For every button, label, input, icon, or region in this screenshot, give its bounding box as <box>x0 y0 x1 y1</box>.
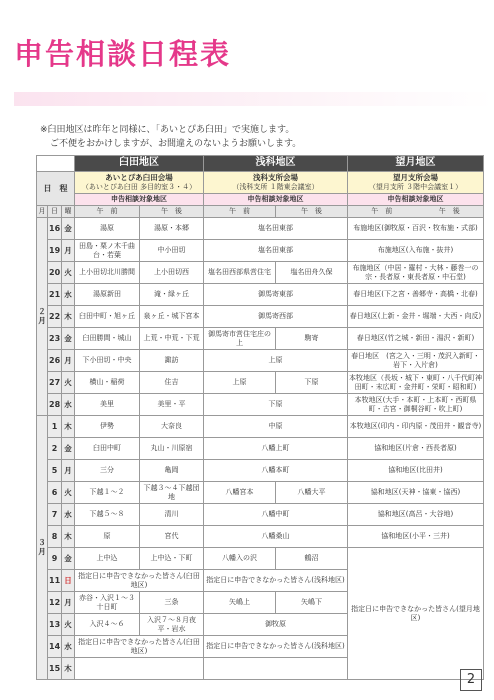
table-row <box>37 194 484 206</box>
mochizuki-cell: 協和地区(天神・協東・協西) <box>348 482 484 504</box>
usuda-pm-cell: 上中込・下町 <box>140 548 204 570</box>
day-cell: 6 <box>48 482 62 504</box>
am-header: 午 前 <box>371 207 393 216</box>
asashina-cell: 御馬寄東部 <box>204 284 348 306</box>
table-row <box>37 548 484 570</box>
usuda-am-cell: 上中込 <box>75 548 140 570</box>
mochizuki-ampm-header <box>348 206 484 218</box>
asashina-am-cell: 上原 <box>204 372 276 394</box>
weekday-cell: 水 <box>62 504 75 526</box>
schedule-label: 日 程 <box>37 172 75 206</box>
asashina-cell: 指定日に申告できなかった皆さん(浅科地区) <box>204 570 348 592</box>
weekday-cell: 火 <box>62 372 75 394</box>
day-cell: 8 <box>48 526 62 548</box>
usuda-am-cell: 臼田中町・旭ヶ丘 <box>75 306 140 328</box>
usuda-am-cell: 臼田勝間・城山 <box>75 328 140 350</box>
weekday-cell: 火 <box>62 262 75 284</box>
day-cell: 22 <box>48 306 62 328</box>
day-cell: 14 <box>48 636 62 658</box>
asashina-cell: 中原 <box>204 416 348 438</box>
asashina-pm-cell: 駒寄 <box>276 328 348 350</box>
asashina-am-cell: 矢嶋上 <box>204 592 276 614</box>
mochizuki-cell: 本牧地区(大手・本町・上本町・西町県町・古宮・御桐谷町・吹上町) <box>348 394 484 416</box>
title-band <box>14 92 494 106</box>
usuda-am-cell: 湯原新田 <box>75 284 140 306</box>
table-row <box>37 482 484 504</box>
asashina-cell: 塩名田東部 <box>204 218 348 240</box>
target-label-usuda: 申告相談対象地区 <box>75 194 204 206</box>
mochizuki-cell: 本牧地区(印内・印内原・茂田井・観音寺) <box>348 416 484 438</box>
usuda-pm-cell: 上荒・中荒・下荒 <box>140 328 204 350</box>
weekday-cell: 木 <box>62 306 75 328</box>
am-header: 午 前 <box>204 206 276 218</box>
table-row <box>37 262 484 284</box>
table-row <box>37 218 484 240</box>
schedule-body <box>37 156 484 680</box>
asashina-cell: 八幡本町 <box>204 460 348 482</box>
usuda-pm-cell: 下越３〜４下越団地 <box>140 482 204 504</box>
weekday-cell: 火 <box>62 482 75 504</box>
table-row <box>37 206 484 218</box>
month-header: 月 <box>37 206 48 218</box>
usuda-am-cell: 三分 <box>75 460 140 482</box>
mochizuki-cell: 布施地区（中居・羅村・大林・藤巻一の宗・長者原・東長者原・中石堂) <box>348 262 484 284</box>
asashina-cell: 指定日に申告できなかった皆さん(浅科地区) <box>204 636 348 658</box>
mochizuki-cell: 春日地区(上新・金井・堀端・大西・向反) <box>348 306 484 328</box>
venue-name: 浅科支所会場 <box>253 173 298 183</box>
usuda-am-cell: 下越１〜２ <box>75 482 140 504</box>
usuda-am-cell: 横山・稲荷 <box>75 372 140 394</box>
usuda-am-cell: 美里 <box>75 394 140 416</box>
asashina-pm-cell: 鶴沼 <box>276 548 348 570</box>
asashina-cell: 御牧原 <box>204 614 348 636</box>
mochizuki-cell: 布施地区(御牧原・百沢・牧布施・式部) <box>348 218 484 240</box>
table-row <box>37 172 484 194</box>
asashina-cell: 上原 <box>204 350 348 372</box>
venue-mochizuki <box>348 172 484 194</box>
district-usuda-header: 臼田地区 <box>75 156 204 172</box>
mochizuki-cell: 協和地区(高呂・大谷地) <box>348 504 484 526</box>
asashina-am-cell: 御馬寄市営住宅庄の上 <box>204 328 276 350</box>
usuda-pm-cell: 諏訪 <box>140 350 204 372</box>
usuda-am-cell: 上小田切北川勝間 <box>75 262 140 284</box>
asashina-cell: 八幡桑山 <box>204 526 348 548</box>
table-row <box>37 460 484 482</box>
district-mochizuki-header: 望月地区 <box>348 156 484 172</box>
schedule-table <box>36 155 484 680</box>
page-number: 2 <box>460 669 482 691</box>
usuda-cell: 指定日に申告できなかった皆さん(臼田地区) <box>75 570 204 592</box>
usuda-pm-cell: 滝・緑ヶ丘 <box>140 284 204 306</box>
table-row <box>37 328 484 350</box>
usuda-pm-cell: 亀岡 <box>140 460 204 482</box>
venue-room: （望月支所 ３階中会議室１） <box>368 182 463 191</box>
table-row <box>37 394 484 416</box>
asashina-pm-cell: 矢嶋下 <box>276 592 348 614</box>
day-cell: 12 <box>48 592 62 614</box>
mochizuki-late-cell: 指定日に申告できなかった皆さん(望月地区) <box>348 548 484 680</box>
table-row <box>37 350 484 372</box>
weekday-cell: 水 <box>62 284 75 306</box>
usuda-am-cell: 田島・栗ノ木千曲台・若葉 <box>75 240 140 262</box>
weekday-cell: 金 <box>62 328 75 350</box>
day-cell: 23 <box>48 328 62 350</box>
asashina-cell: 八幡中町 <box>204 504 348 526</box>
day-cell: 28 <box>48 394 62 416</box>
table-row <box>37 156 484 172</box>
day-cell: 7 <box>48 504 62 526</box>
mochizuki-cell: 春日地区(竹之城・新田・湯沢・新町) <box>348 328 484 350</box>
usuda-pm-cell: 湯原・本郷 <box>140 218 204 240</box>
asashina-pm-cell: 塩名田舟久保 <box>276 262 348 284</box>
usuda-am-cell: 赤谷・入沢１〜３十日町 <box>75 592 140 614</box>
district-asashina-header: 浅科地区 <box>204 156 348 172</box>
day-cell: 11 <box>48 570 62 592</box>
am-header: 午 前 <box>75 206 140 218</box>
notice <box>40 123 301 151</box>
usuda-pm-cell: 美里・平 <box>140 394 204 416</box>
usuda-pm-cell: 清川 <box>140 504 204 526</box>
usuda-am-cell: 下小田切・中央 <box>75 350 140 372</box>
day-cell: 27 <box>48 372 62 394</box>
usuda-am-cell: 入沢４〜６ <box>75 614 140 636</box>
weekday-cell: 木 <box>62 416 75 438</box>
usuda-pm-cell: 大奈良 <box>140 416 204 438</box>
usuda-pm-cell: 入沢７〜８月夜平・岩水 <box>140 614 204 636</box>
notice-line-1: ※臼田地区は昨年と同様に、「あいとぴあ臼田」で実施します。 <box>40 125 295 135</box>
asashina-cell: 下原 <box>204 394 348 416</box>
asashina-am-cell: 八幡入の沢 <box>204 548 276 570</box>
weekday-cell: 水 <box>62 636 75 658</box>
weekday-cell: 木 <box>62 658 75 680</box>
asashina-cell: 塩名田東部 <box>204 240 348 262</box>
day-cell: 21 <box>48 284 62 306</box>
mochizuki-cell: 協和地区(比田井) <box>348 460 484 482</box>
pm-header: 午 後 <box>276 206 348 218</box>
usuda-am-cell: 湯原 <box>75 218 140 240</box>
mochizuki-cell: 協和地区(小平・三井) <box>348 526 484 548</box>
venue-usuda <box>75 172 204 194</box>
mochizuki-cell: 春日地区(下之宮・善郷寺・高橋・北春) <box>348 284 484 306</box>
asashina-cell <box>204 658 348 680</box>
weekday-cell: 木 <box>62 526 75 548</box>
asashina-am-cell: 八幡宮本 <box>204 482 276 504</box>
usuda-pm-cell: 泉ヶ丘・城下宮本 <box>140 306 204 328</box>
usuda-pm-cell: 三条 <box>140 592 204 614</box>
weekday-cell: 月 <box>62 592 75 614</box>
usuda-am-cell: 臼田中町 <box>75 438 140 460</box>
day-cell: 13 <box>48 614 62 636</box>
weekday-cell: 金 <box>62 548 75 570</box>
usuda-am-cell: 原 <box>75 526 140 548</box>
table-row <box>37 372 484 394</box>
table-row <box>37 438 484 460</box>
asashina-pm-cell: 八幡大平 <box>276 482 348 504</box>
month-cell: ３月 <box>37 416 48 680</box>
table-row <box>37 240 484 262</box>
venue-room: （浅科支所 １階東会議室） <box>232 182 319 191</box>
weekday-cell: 火 <box>62 614 75 636</box>
day-header: 日 <box>48 206 62 218</box>
notice-line-2: ご不便をおかけしますが、お間違えのないようお願いします。 <box>50 139 302 149</box>
usuda-pm-cell: 丸山・川原宿 <box>140 438 204 460</box>
mochizuki-cell: 協和地区(片倉・西長者原) <box>348 438 484 460</box>
usuda-pm-cell: 住吉 <box>140 372 204 394</box>
usuda-pm-cell: 中小田切 <box>140 240 204 262</box>
day-cell: 5 <box>48 460 62 482</box>
day-cell: 16 <box>48 218 62 240</box>
pm-header: 午 後 <box>140 206 204 218</box>
table-row <box>37 306 484 328</box>
table-row <box>37 504 484 526</box>
asashina-am-cell: 塩名田西部県営住宅 <box>204 262 276 284</box>
corner-cell <box>37 156 75 172</box>
asashina-cell: 御馬寄西部 <box>204 306 348 328</box>
usuda-am-cell: 下越５〜８ <box>75 504 140 526</box>
weekday-cell: 月 <box>62 350 75 372</box>
page-title: 申告相談日程表 <box>14 37 232 71</box>
asashina-pm-cell: 下原 <box>276 372 348 394</box>
asashina-cell: 八幡上町 <box>204 438 348 460</box>
usuda-cell: 指定日に申告できなかった皆さん(臼田地区) <box>75 636 204 658</box>
day-cell: 9 <box>48 548 62 570</box>
month-cell: ２月 <box>37 218 48 416</box>
weekday-cell: 月 <box>62 460 75 482</box>
pm-header: 午 後 <box>438 207 460 216</box>
table-row <box>37 284 484 306</box>
mochizuki-cell: 春日地区 (宮之入・三明・茂沢入新町・岩下・入片倉) <box>348 350 484 372</box>
weekday-cell: 水 <box>62 394 75 416</box>
day-cell: 1 <box>48 416 62 438</box>
usuda-pm-cell: 宮代 <box>140 526 204 548</box>
table-row <box>37 526 484 548</box>
weekday-cell: 金 <box>62 218 75 240</box>
weekday-cell: 月 <box>62 240 75 262</box>
weekday-cell: 日 <box>62 570 75 592</box>
day-cell: 20 <box>48 262 62 284</box>
target-label-asashina: 申告相談対象地区 <box>204 194 348 206</box>
weekday-cell: 金 <box>62 438 75 460</box>
table-row <box>37 416 484 438</box>
usuda-am-cell: 伊勢 <box>75 416 140 438</box>
day-cell: 26 <box>48 350 62 372</box>
venue-asashina <box>204 172 348 194</box>
day-cell: 2 <box>48 438 62 460</box>
weekday-header: 曜 <box>62 206 75 218</box>
venue-name: あいとぴあ臼田会場 <box>105 173 173 183</box>
mochizuki-cell: 本牧地区（長坂・城下・東町・八千代町神田町・末広町・金井町・栄町・昭和町) <box>348 372 484 394</box>
day-cell: 15 <box>48 658 62 680</box>
usuda-cell <box>75 658 204 680</box>
day-cell: 19 <box>48 240 62 262</box>
target-label-mochizuki: 申告相談対象地区 <box>348 194 484 206</box>
mochizuki-cell: 布施地区(入布施・抜井) <box>348 240 484 262</box>
venue-room: （あいとぴあ臼田 多目的室３・４） <box>81 182 197 191</box>
usuda-pm-cell: 上小田切西 <box>140 262 204 284</box>
venue-name: 望月支所会場 <box>393 173 438 183</box>
